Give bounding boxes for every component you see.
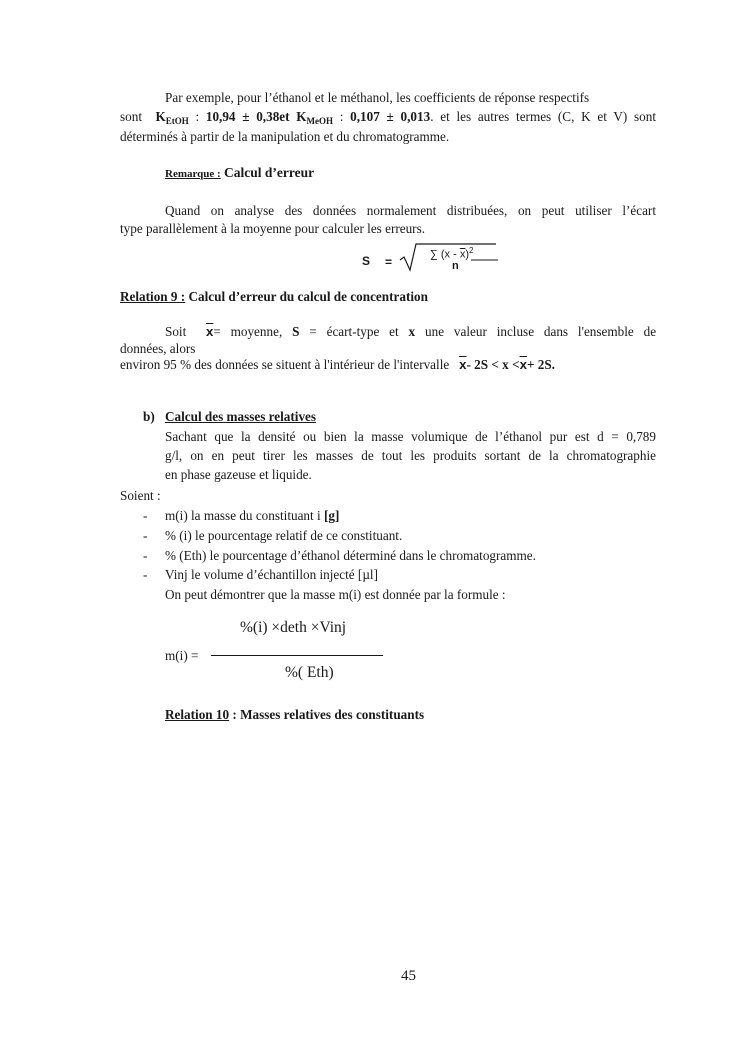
para3-line3: environ 95 % des données se situent à l'intérieur de l'intervalle $\overline{x}-$ $2S < x <\overline{x}+ 2S$. xyxy=(120,357,555,372)
fraction-bar xyxy=(211,655,383,656)
mass-formula-numerator: %(i) ×deth ×Vinj xyxy=(240,619,347,636)
para1-line2: sont $K_{EtOH}$ : 10,94 ± 0,38et $K_{MeOH}$ : 0,107 ± 0,013. et les autres termes (C, K et V) sont xyxy=(120,109,657,126)
remarque-heading: Remarque : Calcul d’erreur xyxy=(165,165,315,180)
formula-s-denominator: n xyxy=(452,260,459,272)
formula-s-eq: = xyxy=(385,255,393,269)
section-b-title: Calcul des masses relatives xyxy=(165,409,317,424)
section-b-marker: b) xyxy=(143,409,155,424)
para3-line1: Soit $\overline{x}=$ moyenne, S = écart-type et x une valeur incluse dans l'ensemble de xyxy=(165,324,657,339)
para2-line2: type parallèlement à la moyenne pour calculer les erreurs. xyxy=(120,221,425,236)
demo-sentence: On peut démontrer que la masse m(i) est donnée par la formule : xyxy=(165,587,506,602)
para1-line1: Par exemple, pour l’éthanol et le méthanol, les coefficients de réponse respectifs xyxy=(165,90,590,105)
bullet-dash: - xyxy=(143,528,148,543)
para1-line3: déterminés à partir de la manipulation et du chromatogramme. xyxy=(120,129,450,144)
bullet-dash: - xyxy=(143,548,148,563)
formula-s-numerator: ∑ $(x - \overline{x})^2$ xyxy=(430,246,474,261)
soient-label: Soient : xyxy=(120,488,161,503)
relation10-caption: Relation 10 : Masses relatives des constituants xyxy=(165,707,425,722)
bullet-text: m(i) la masse du constituant i [g] xyxy=(165,508,340,523)
page-number: 45 xyxy=(401,968,416,984)
bullet-text: Vinj le volume d’échantillon injecté [µl] xyxy=(165,567,378,582)
bullet-dash: - xyxy=(143,567,148,582)
para3-line2: données, alors xyxy=(120,341,196,356)
mass-formula-lhs: m(i) = xyxy=(165,648,199,663)
para2-line1: Quand on analyse des données normalement distribuées, on peut utiliser l’écart xyxy=(165,203,656,218)
relation9-caption: Relation 9 : Calcul d’erreur du calcul de concentration xyxy=(120,289,428,304)
section-b-body-line3: en phase gazeuse et liquide. xyxy=(165,467,312,482)
formula-s-lhs: S xyxy=(362,254,371,268)
section-b-body-line2: g/l, on en peut tirer les masses de tout les produits sortant de la chromatographie xyxy=(165,448,656,463)
mass-formula-denominator: %( Eth) xyxy=(285,664,334,681)
std-dev-formula xyxy=(355,240,505,274)
bullet-dash: - xyxy=(143,508,148,523)
section-b-body-line1: Sachant que la densité ou bien la masse volumique de l’éthanol pur est d = 0,789 xyxy=(165,429,656,444)
bullet-text: % (i) le pourcentage relatif de ce constituant. xyxy=(165,528,403,543)
bullet-text: % (Eth) le pourcentage d’éthanol déterminé dans le chromatogramme. xyxy=(165,548,536,563)
